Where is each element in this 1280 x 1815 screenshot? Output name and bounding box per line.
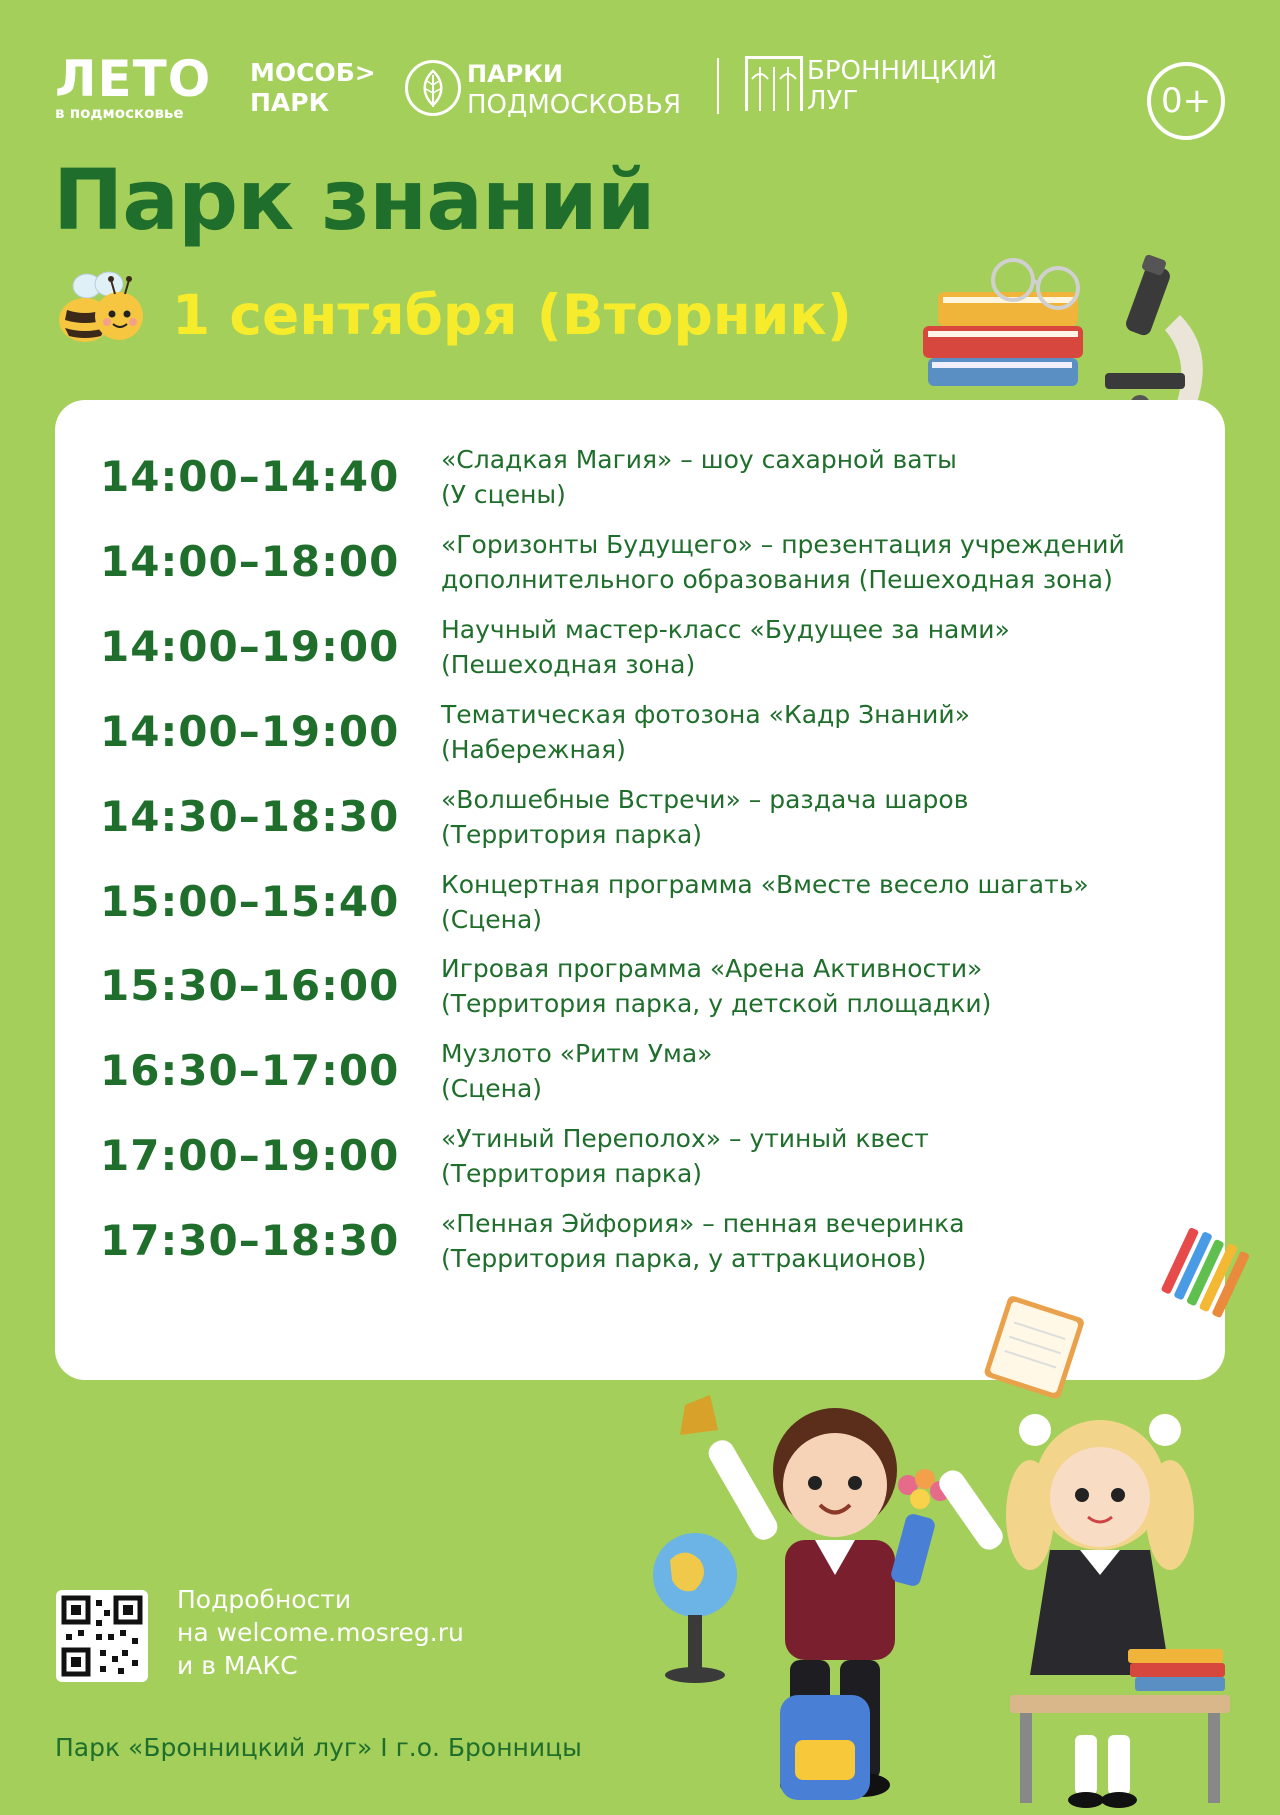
logo-leto: ЛЕТО в подмосковье (55, 50, 212, 122)
event-time: 14:00–19:00 (100, 707, 400, 756)
event-time: 15:00–15:40 (100, 877, 400, 926)
age-rating-badge: 0+ (1147, 62, 1225, 140)
event-date: 1 сентября (Вторник) (172, 283, 852, 347)
event-location: (Набережная) (441, 735, 626, 764)
books-illustration (918, 258, 1098, 408)
event-title: «Утиный Переполох» – утиный квест (441, 1124, 929, 1153)
event-description (441, 612, 1211, 682)
event-location: (Территория парка, у детской площадки) (441, 989, 992, 1018)
event-time: 14:30–18:30 (100, 792, 400, 841)
schedule-row (55, 612, 1225, 694)
event-title: Музлото «Ритм Ума» (441, 1039, 713, 1068)
event-description (441, 1036, 1211, 1106)
schedule-row (55, 951, 1225, 1033)
event-title: Тематическая фотозона «Кадр Знаний» (441, 700, 970, 729)
event-time: 14:00–14:40 (100, 452, 400, 501)
details-link[interactable]: на welcome.mosreg.ru (177, 1618, 464, 1647)
schedule-row (55, 1036, 1225, 1118)
schedule-row (55, 1121, 1225, 1203)
event-title: «Пенная Эйфория» – пенная вечеринка (441, 1209, 965, 1238)
schedule-card (55, 400, 1225, 1380)
event-time: 14:00–18:00 (100, 537, 400, 586)
event-title: «Волшебные Встречи» – раздача шаров (441, 785, 969, 814)
event-location: (У сцены) (441, 480, 566, 509)
event-description (441, 1206, 1211, 1276)
schedule-row (55, 697, 1225, 779)
header-logos: ЛЕТО в подмосковье МОСОБ> ПАРК ПАРКИ ПОДМОСКОВЬЯ БРОННИЦКИЙ ЛУГ 0+ (55, 48, 1225, 158)
logo-separator (717, 58, 719, 114)
event-location: (Пешеходная зона) (441, 650, 696, 679)
event-location: (Пешеходная зона) (858, 565, 1113, 594)
leaf-icon (405, 60, 461, 116)
schedule-row (55, 867, 1225, 949)
event-title: Научный мастер-класс «Будущее за нами» (441, 615, 1010, 644)
qr-code[interactable] (56, 1590, 148, 1682)
event-description (441, 782, 1211, 852)
event-location: (Сцена) (441, 1074, 543, 1103)
event-description (441, 867, 1211, 937)
event-description (441, 442, 1211, 512)
schedule-row (55, 1206, 1225, 1288)
event-title: Игровая программа «Арена Активности» (441, 954, 983, 983)
page-title: Парк знаний (53, 151, 655, 249)
event-title: «Горизонты Будущего» – презентация учреждений дополнительного образования (441, 530, 1125, 594)
schedule-row (55, 527, 1225, 609)
event-description (441, 697, 1211, 767)
logo-mosobpark: МОСОБ> ПАРК (250, 58, 376, 117)
event-description (441, 1121, 1211, 1191)
event-location: (Территория парка) (441, 820, 703, 849)
event-time: 14:00–19:00 (100, 622, 400, 671)
event-title: «Сладкая Магия» – шоу сахарной ваты (441, 445, 957, 474)
event-time: 17:30–18:30 (100, 1216, 400, 1265)
event-description (441, 527, 1211, 597)
schedule-row (55, 782, 1225, 864)
schedule-row (55, 442, 1225, 524)
event-title: Концертная программа «Вместе весело шагать» (441, 870, 1089, 899)
footer-location: Парк «Бронницкий луг» I г.о. Бронницы (55, 1733, 582, 1762)
event-time: 15:30–16:00 (100, 961, 400, 1010)
event-location: (Территория парка, у аттракционов) (441, 1244, 927, 1273)
gate-icon (745, 56, 803, 111)
bee-icon (57, 270, 149, 350)
event-location: (Территория парка) (441, 1159, 703, 1188)
details-info: Подробности на welcome.mosreg.ru и в МАКС (177, 1585, 464, 1680)
schoolchildren-illustration (640, 1375, 1260, 1811)
event-time: 17:00–19:00 (100, 1131, 400, 1180)
event-time: 16:30–17:00 (100, 1046, 400, 1095)
event-location: (Сцена) (441, 905, 543, 934)
event-description (441, 951, 1211, 1021)
pencils-illustration (1160, 1228, 1250, 1328)
